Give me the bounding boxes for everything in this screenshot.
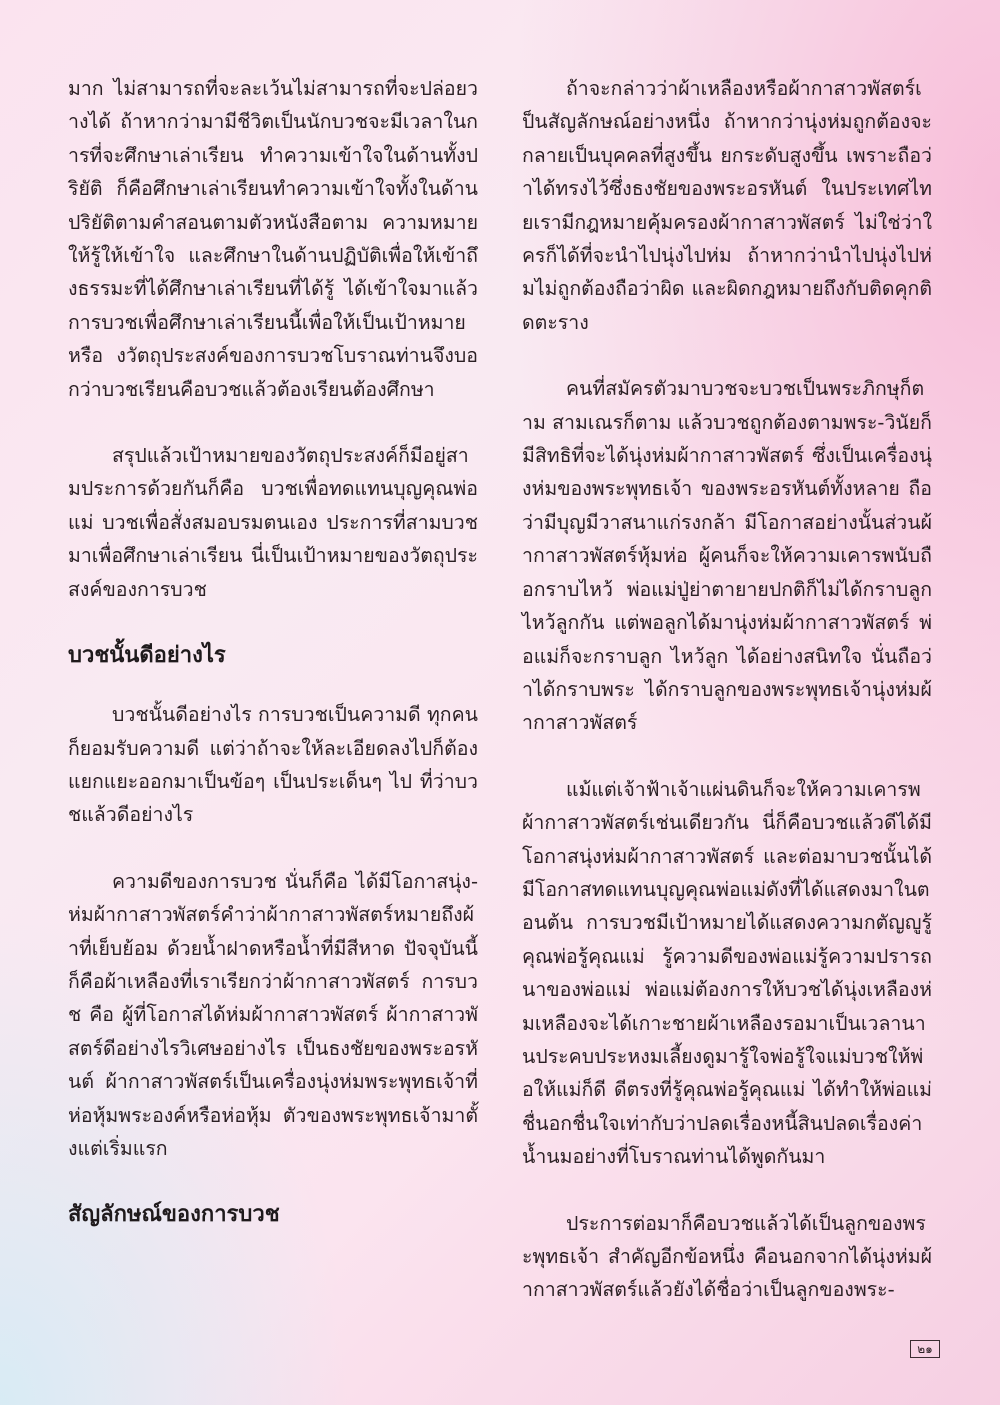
right-paragraph-1: ถ้าจะกล่าวว่าผ้าเหลืองหรือผ้ากาสาวพัสตร์เป็นสัญลักษณ์อย่างหนึ่ง ถ้าหากว่านุ่งห่มถูกต้องจะกลายเป็นบุคคลที่สูงขึ้น ยกระดับสูงขึ้น เพราะถือว่าได้ทรงไว้ซึ่งธงชัยของพระอรหันต์ ในประเทศไทยเรามีกฎหมายคุ้มครองผ้ากาสาวพัสตร์ ไม่ใช่ว่าใครก็ได้ที่จะนำไปนุ่งไปห่ม ถ้าหากว่านำไปนุ่งไปห่มไม่ถูกต้องถือว่าผิด และผิดกฎหมายถึงกับติดคุกติดตะราง: [522, 77, 932, 334]
right-paragraph-2: คนที่สมัครตัวมาบวชจะบวชเป็นพระภิกษุก็ตาม สามเณรก็ตาม แล้วบวชถูกต้องตามพระ-วินัยก็มีสิทธิที่จะได้นุ่งห่มผ้ากาสาวพัสตร์ ซึ่งเป็นเครื่องนุ่งห่มของพระพุทธเจ้า ของพระอรหันต์ทั้งหลาย ถือว่ามีบุญมีวาสนาแก่รงกล้า มีโอกาสอย่างนั้นส่วนผ้ากาสาวพัสตร์หุ้มห่อ ผู้คนก็จะให้ความเคารพนับถือกราบไหว้ พ่อแม่ปู่ย่าตายายปกติก็ไม่ได้กราบลูกไหว้ลูกกัน แต่พอลูกได้มานุ่งห่มผ้ากาสาวพัสตร์ พ่อแม่ก็จะกราบลูก ไหว้ลูก ได้อย่างสนิทใจ นั่นถือว่าได้กราบพระ ได้กราบลูกของพระพุทธเจ้านุ่งห่มผ้ากาสาวพัสตร์: [522, 377, 932, 735]
left-paragraph-2: สรุปแล้วเป้าหมายของวัตถุประสงค์ก็มีอยู่สามประการด้วยกันก็คือ บวชเพื่อทดแทนบุญคุณพ่อแม่ บวชเพื่อสั่งสมอบรมตนเอง ประการที่สามบวชมาเพื่อศึกษาเล่าเรียน นี่เป็นเป้าหมายของวัตถุประสงค์ของการบวช: [68, 444, 478, 601]
left-paragraph-4: ความดีของการบวช นั่นก็คือ ได้มีโอกาสนุ่ง-ห่มผ้ากาสาวพัสตร์คำว่าผ้ากาสาวพัสตร์หมายถึงผ้าที่เย็บย้อม ด้วยน้ำฝาดหรือน้ำที่มีสีหาด ปัจจุบันนี้ก็คือผ้าเหลืองที่เราเรียกว่าผ้ากาสาวพัสตร์ การบวช คือ ผู้ที่โอกาสได้ห่มผ้ากาสาวพัสตร์ ผ้ากาสาวพัสตร์ดีอย่างไรวิเศษอย่างไร เป็นธงชัยของพระอรหันต์ ผ้ากาสาวพัสตร์เป็นเครื่องนุ่งห่มพระพุทธเจ้าที่ห่อหุ้มพระองค์หรือห่อหุ้ม ตัวของพระพุทธเจ้ามาตั้งแต่เริ่มแรก: [68, 869, 478, 1160]
right-column: [522, 72, 932, 1340]
page-number: ๒๑: [910, 1340, 940, 1358]
right-paragraph-4: ประการต่อมาก็คือบวชแล้วได้เป็นลูกของพระพุทธเจ้า สำคัญอีกข้อหนึ่ง คือนอกจากได้นุ่งห่มผ้ากาสาวพัสตร์แล้วยังได้ชื่อว่าเป็นลูกของพระ-: [522, 1211, 932, 1302]
left-column: [68, 72, 478, 1257]
section-heading-symbol-of-ordination: สัญลักษณ์ของการบวช: [68, 1202, 280, 1228]
left-paragraph-1: มาก ไม่สามารถที่จะละเว้นไม่สามารถที่จะปล่อยวางได้ ถ้าหากว่ามามีชีวิตเป็นนักบวชจะมีเวลาในการที่จะศึกษาเล่าเรียน ทำความเข้าใจในด้านทั้งปริยัติ ก็คือศึกษาเล่าเรียนทำความเข้าใจทั้งในด้านปริยัติตามคำสอนตามตัวหนังสือตาม ความหมายให้รู้ให้เข้าใจ และศึกษาในด้านปฏิบัติเพื่อให้เข้าถึงธรรมะที่ได้ศึกษาเล่าเรียนที่ได้รู้ ได้เข้าใจมาแล้วการบวชเพื่อศึกษาเล่าเรียนนี้เพื่อให้เป็นเป้าหมายหรือ งวัตถุประสงค์ของการบวชโบราณท่านจึงบอกว่าบวชเรียนคือบวชแล้วต้องเรียนต้องศึกษา: [68, 77, 478, 401]
left-paragraph-3: บวชนั้นดีอย่างไร การบวชเป็นความดี ทุกคนก็ยอมรับความดี แต่ว่าถ้าจะให้ละเอียดลงไปก็ต้องแยกแยะออกมาเป็นข้อๆ เป็นประเด็นๆ ไป ที่ว่าบวชแล้วดีอย่างไร: [68, 703, 478, 827]
section-heading-why-ordination-is-good: บวชนั้นดีอย่างไร: [68, 643, 226, 669]
right-paragraph-3: แม้แต่เจ้าฟ้าเจ้าแผ่นดินก็จะให้ความเคารพผ้ากาสาวพัสตร์เช่นเดียวกัน นี่ก็คือบวชแล้วดีได้มีโอกาสนุ่งห่มผ้ากาสาวพัสตร์ และต่อมาบวชนั้นได้มีโอกาสทดแทนบุญคุณพ่อแม่ดังที่ได้แสดงมาในตอนต้น การบวชมีเป้าหมายได้แสดงความกตัญญูรู้คุณพ่อรู้คุณแม่ รู้ความดีของพ่อแม่รู้ความปรารถนาของพ่อแม่ พ่อแม่ต้องการให้บวชได้นุ่งเหลืองห่มเหลืองจะได้เกาะชายผ้าเหลืองรอมาเป็นเวลานานประคบประหงมเลี้ยงดูมารู้ใจพ่อรู้ใจแม่บวชให้พ่อให้แม่ก็ดี ดีตรงที่รู้คุณพ่อรู้คุณแม่ ได้ทำให้พ่อแม่ชื่นอกชื่นใจเท่ากับว่าปลดเรื่องหนี้สินปลดเรื่องค่าน้ำนมอย่างที่โบราณท่านได้พูดกันมา: [522, 777, 932, 1169]
